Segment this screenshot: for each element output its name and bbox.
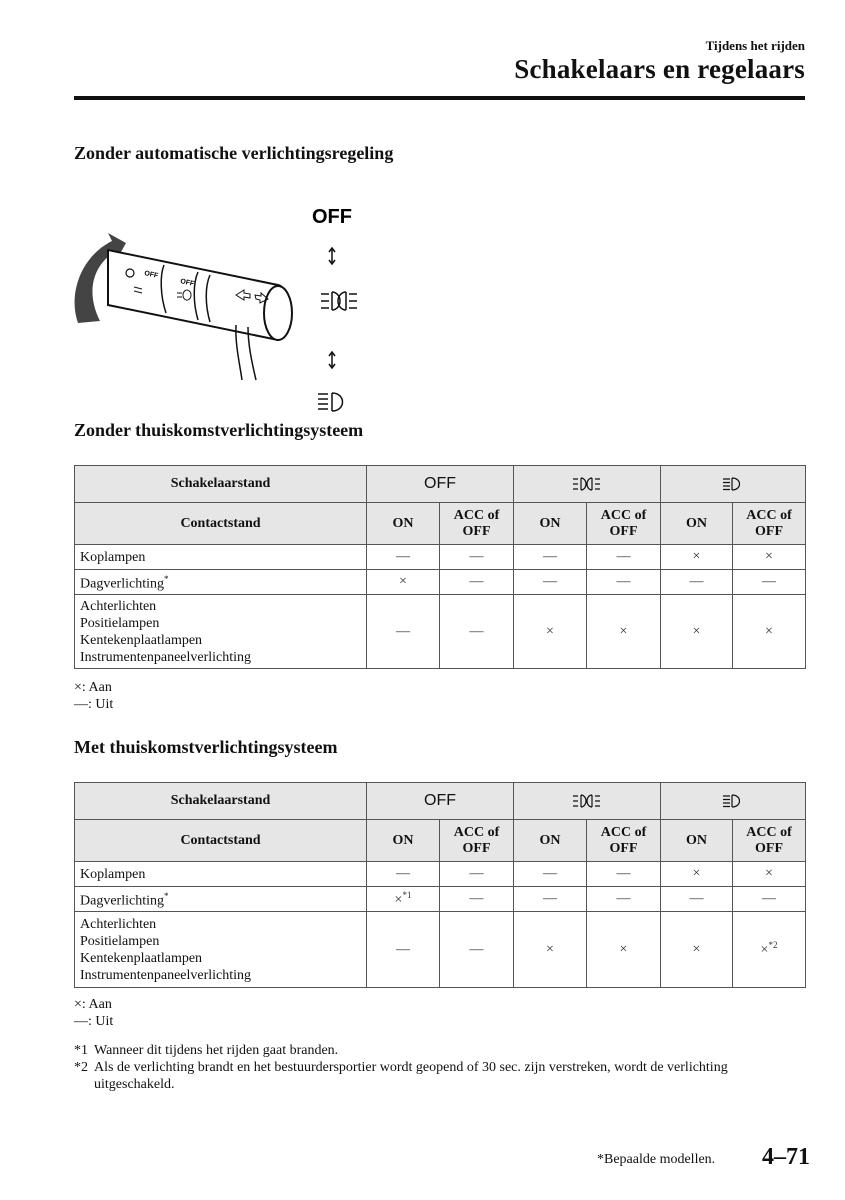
- row-label: Koplampen: [75, 545, 367, 570]
- row-label: Dagverlichting*: [75, 887, 367, 912]
- heading-table2: Met thuiskomstverlichtingsysteem: [74, 737, 338, 757]
- ignition-acc-off: ACC of OFF: [440, 503, 514, 545]
- table-row: [75, 912, 806, 988]
- cell: —: [367, 595, 440, 669]
- off-position-label: OFF: [312, 206, 352, 228]
- row-label: Achterlichten Positielampen Kentekenplaatlampen Instrumentenpaneelverlichting: [75, 912, 367, 988]
- ignition-on: ON: [514, 820, 587, 862]
- cell: ×: [587, 912, 661, 988]
- cell: —: [367, 545, 440, 570]
- parking-light-column-icon: [514, 783, 661, 820]
- footnote: *1 Wanneer dit tijdens het rijden gaat branden.: [74, 1043, 339, 1058]
- stalk-fog-off-label: OFF: [179, 278, 195, 288]
- cell: —: [733, 570, 806, 595]
- cell: ×: [733, 545, 806, 570]
- cell: —: [514, 887, 587, 912]
- table-row: [75, 887, 806, 912]
- switch-position-header: Schakelaarstand: [75, 783, 367, 820]
- cell: ×: [733, 862, 806, 887]
- cell: —: [661, 570, 733, 595]
- cell: ×: [661, 545, 733, 570]
- table-row: [75, 862, 806, 887]
- stalk-off-label: OFF: [143, 270, 159, 280]
- cell: —: [587, 862, 661, 887]
- cell: ×$^{*1}$: [367, 887, 440, 912]
- ignition-on: ON: [661, 503, 733, 545]
- row-label: Koplampen: [75, 862, 367, 887]
- headlight-column-icon: [661, 466, 806, 503]
- row-label: Dagverlichting*: [75, 570, 367, 595]
- cell: —: [733, 887, 806, 912]
- parking-light-column-icon: [514, 466, 661, 503]
- ignition-position-header: Contactstand: [75, 503, 367, 545]
- ignition-acc-off: ACC of OFF: [587, 820, 661, 862]
- section-label: Tijdens het rijden: [705, 38, 805, 53]
- cell: —: [440, 570, 514, 595]
- switch-off-header: OFF: [367, 466, 514, 503]
- footer-note: *Bepaalde modellen.: [597, 1152, 716, 1167]
- cell: ×: [367, 570, 440, 595]
- page-title: Schakelaars en regelaars: [514, 54, 805, 84]
- cell: —: [440, 595, 514, 669]
- stalk-tip: [264, 286, 292, 340]
- updown-arrow-icon: [329, 248, 335, 264]
- lighting-table-1: [74, 465, 806, 669]
- footnote: *2 Als de verlichting brandt en het bestuurdersportier wordt geopend of 30 sec. zijn verstreken, wordt de verlichting uitgeschakeld.: [74, 1060, 728, 1092]
- footnotes: [74, 1042, 774, 1093]
- header-rule: [74, 96, 805, 100]
- cell: ×: [514, 595, 587, 669]
- ignition-acc-off: ACC of OFF: [587, 503, 661, 545]
- light-switch-illustration: [60, 195, 380, 420]
- cell: —: [440, 887, 514, 912]
- headlight-column-icon: [661, 783, 806, 820]
- ignition-acc-off: ACC of OFF: [440, 820, 514, 862]
- switch-position-header: Schakelaarstand: [75, 466, 367, 503]
- parking-light-position-icon: [321, 292, 357, 310]
- table-row: [75, 570, 806, 595]
- cell: —: [514, 862, 587, 887]
- legend-1: ×: Aan —: Uit: [74, 680, 114, 712]
- cell: ×: [661, 862, 733, 887]
- ignition-acc-off: ACC of OFF: [733, 820, 806, 862]
- cell: —: [440, 862, 514, 887]
- ignition-on: ON: [367, 820, 440, 862]
- ignition-on: ON: [661, 820, 733, 862]
- cell: ×: [733, 595, 806, 669]
- cell: —: [440, 912, 514, 988]
- table-row: [75, 595, 806, 669]
- cell: —: [587, 570, 661, 595]
- updown-arrow-icon: [329, 352, 335, 368]
- cell: —: [587, 887, 661, 912]
- cell: —: [367, 862, 440, 887]
- page-number: 4–71: [762, 1144, 810, 1170]
- heading-without-auto-lighting: Zonder automatische verlichtingsregeling: [74, 143, 394, 163]
- cell: —: [440, 545, 514, 570]
- cell: ×: [661, 595, 733, 669]
- cell: ×: [514, 912, 587, 988]
- headlight-icon: [318, 393, 343, 411]
- switch-off-header: OFF: [367, 783, 514, 820]
- table-row: [75, 545, 806, 570]
- stalk-body: [108, 250, 289, 340]
- ignition-on: ON: [514, 503, 587, 545]
- row-label: Achterlichten Positielampen Kentekenplaatlampen Instrumentenpaneelverlichting: [75, 595, 367, 669]
- cell: —: [367, 912, 440, 988]
- heading-table1: Zonder thuiskomstverlichtingsysteem: [74, 420, 364, 440]
- cell: —: [661, 887, 733, 912]
- cell: —: [514, 545, 587, 570]
- cell: ×: [587, 595, 661, 669]
- cell: ×: [661, 912, 733, 988]
- lighting-table-2: [74, 782, 806, 988]
- cell: —: [587, 545, 661, 570]
- ignition-on: ON: [367, 503, 440, 545]
- legend-2: ×: Aan —: Uit: [74, 997, 114, 1029]
- cell: ×$^{*2}$: [733, 912, 806, 988]
- cell: —: [514, 570, 587, 595]
- ignition-acc-off: ACC of OFF: [733, 503, 806, 545]
- ignition-position-header: Contactstand: [75, 820, 367, 862]
